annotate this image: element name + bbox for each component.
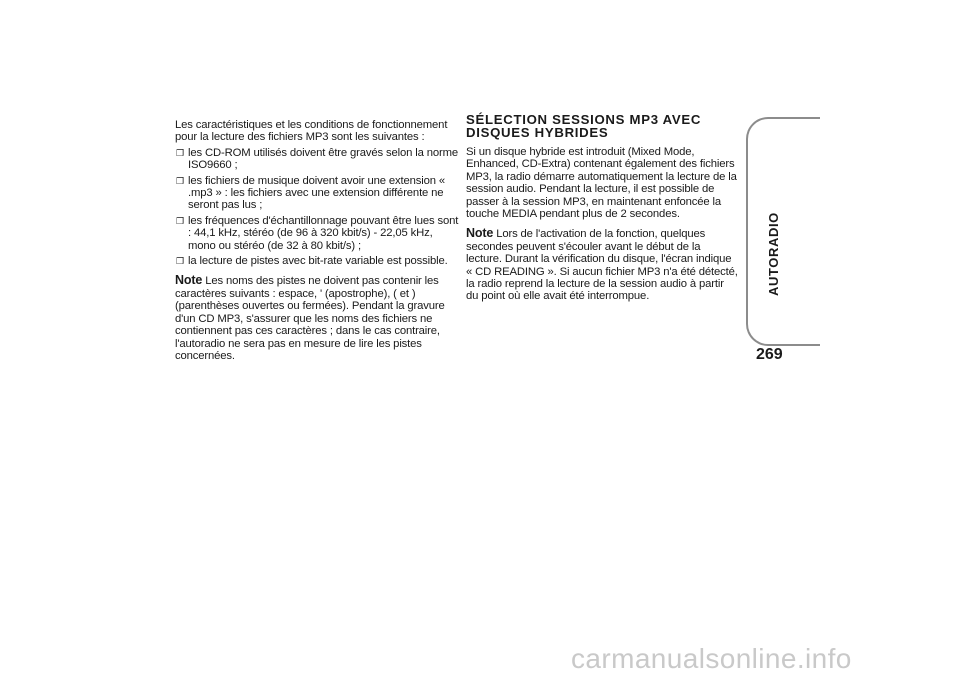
right-column — [466, 114, 738, 303]
page-number: 269 — [756, 346, 783, 363]
intro-paragraph: Les caractéristiques et les conditions de fonctionnement pour la lecture des fichiers MP3 sont les suivantes : — [175, 119, 448, 144]
section-tab-frame — [746, 117, 820, 346]
list-item — [175, 147, 463, 172]
section-tab-label: AUTORADIO — [766, 212, 781, 296]
list-item — [175, 255, 463, 267]
watermark: carmanualsonline.info — [571, 643, 852, 674]
section-title: SÉLECTION SESSIONS MP3 AVEC DISQUES HYBRIDES — [466, 112, 702, 140]
note-paragraph — [466, 227, 738, 302]
list-item-text: la lecture de pistes avec bit-rate variable est possible. — [188, 255, 448, 268]
list-item — [175, 215, 463, 252]
checkbox-bullet-icon: ❒ — [176, 256, 184, 267]
checkbox-bullet-icon: ❒ — [176, 147, 184, 158]
note-paragraph — [175, 274, 463, 362]
body-paragraph: Si un disque hybride est introduit (Mixed Mode, Enhanced, CD-Extra) contenant également des fichiers MP3, la radio démarre automatiquement la lecture de la session audio. Pendant la lecture, il est possible de passer à la session MP3, en maintenant enfoncée la touche MEDIA pendant plus de 2 secondes. — [466, 146, 737, 221]
list-item — [175, 175, 463, 212]
note-label: Note — [466, 226, 494, 241]
list-item-text: les fréquences d'échantillonnage pouvant être lues sont : 44,1 kHz, stéréo (de 96 à 320 kbit/s) - 22,05 kHz, mono ou stéréo (de 32 à 80 kbit/s) ; — [188, 214, 459, 252]
list-item-text: les CD-ROM utilisés doivent être gravés selon la norme ISO9660 ; — [188, 146, 459, 172]
note-label: Note — [175, 273, 203, 288]
list-item-text: les fichiers de musique doivent avoir une extension « .mp3 » : les fichiers avec une extension différente ne seront pas lus ; — [188, 174, 446, 212]
note-text: Les noms des pistes ne doivent pas contenir les caractères suivants : espace, ' (apostrophe), ( et ) (parenthèses ouvertes ou fermées). Pendant la gravure d'un CD MP3, s'assurer que les noms des fichiers ne contiennent pas ces caractères ; dans le cas contraire, l'autoradio ne sera pas en mesure de lire les pistes concernées. — [175, 275, 445, 362]
note-text: Lors de l'activation de la fonction, quelques secondes peuvent s'écouler avant le début de la lecture. Durant la vérification du disque, l'écran indique « CD READING ». Si aucun fichier MP3 n'a été détecté, la radio reprend la lecture de la session audio à partir du point où elle avait été interrompue. — [466, 228, 738, 303]
checkbox-bullet-icon: ❒ — [176, 175, 184, 186]
checkbox-bullet-icon: ❒ — [176, 215, 184, 226]
left-column — [175, 119, 463, 362]
